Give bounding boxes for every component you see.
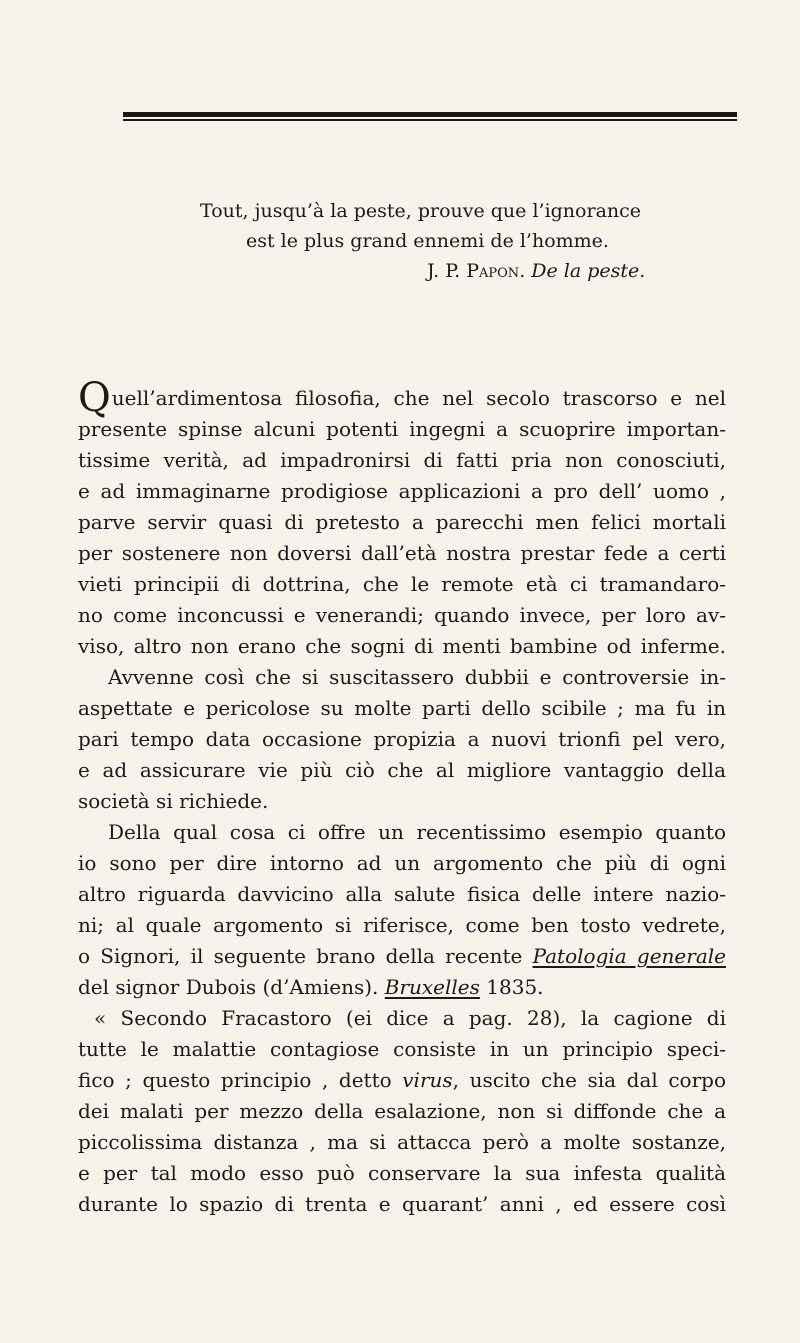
text-line: ni; al quale argomento si riferisce, come ben tosto vedrete, — [78, 913, 726, 937]
text-line: altro riguarda davvicino alla salute fisica delle intere nazio- — [78, 882, 726, 906]
text-line: no come inconcussi e venerandi; quando invece, per loro av- — [78, 603, 726, 627]
text-line: piccolissima distanza , ma si attacca però a molte sostanze, — [78, 1130, 726, 1154]
header-rule-thin — [123, 119, 737, 121]
text-line: dei malati per mezzo della esalazione, non si diffonde che a — [78, 1099, 726, 1123]
text-line: « Secondo Fracastoro (ei dice a pag. 28), la cagione di — [94, 1006, 726, 1030]
italic-place: Bruxelles — [384, 975, 480, 999]
text-line: società si richiede. — [78, 789, 269, 813]
text-line: pari tempo data occasione propizia a nuovi trionfi pel vero, — [78, 727, 726, 751]
text-line: per sostenere non doversi dall’età nostra prestar fede a certi — [78, 541, 726, 565]
text-line: tutte le malattie contagiose consiste in un principio speci- — [78, 1037, 726, 1061]
attribution-title: De la peste. — [531, 260, 646, 282]
text-line: Avvenne così che si suscitassero dubbii e controversie in- — [108, 665, 726, 689]
text-line: Della qual cosa ci offre un recentissimo esempio quanto — [108, 820, 726, 844]
text-line: e ad assicurare vie più ciò che al migliore vantaggio della — [78, 758, 726, 782]
text-line: aspettate e pericolose su molte parti dello scibile ; ma fu in — [78, 696, 726, 720]
epigraph — [200, 196, 720, 286]
epigraph-line-1: Tout, jusqu’à la peste, prouve que l’ignorance — [200, 200, 642, 222]
epigraph-line-2: est le plus grand ennemi de l’homme. — [246, 230, 609, 252]
text-line: io sono per dire intorno ad un argomento che più di ogni — [78, 851, 726, 875]
text-line: parve servir quasi di pretesto a parecchi men felici mortali — [78, 510, 726, 534]
text-line: presente spinse alcuni potenti ingegni a scuoprire importan- — [78, 417, 726, 441]
text-line: viso, altro non erano che sogni di menti bambine od inferme. — [78, 634, 726, 658]
italic-title: Patologia generale — [532, 944, 726, 968]
header-rule-thick — [123, 112, 737, 117]
attribution-separator: . — [519, 260, 532, 282]
text-line: o Signori, il seguente brano della recente Patologia generale — [78, 944, 726, 968]
text-line: fico ; questo principio , detto virus, uscito che sia dal corpo — [78, 1068, 726, 1092]
body-text — [78, 375, 726, 1220]
text-line: del signor Dubois (d’Amiens). Bruxelles 1835. — [78, 975, 544, 999]
epigraph-attribution — [200, 256, 720, 286]
text-line: e per tal modo esso può conservare la sua infesta qualità — [78, 1161, 726, 1185]
text-line: vieti principii di dottrina, che le remote età ci tramandaro- — [78, 572, 726, 596]
attribution-prefix: J. P. — [427, 260, 467, 282]
italic-term: virus — [402, 1068, 453, 1092]
text-line: Quell’ardimentosa filosofia, che nel secolo trascorso e nel — [78, 375, 726, 421]
text-line: e ad immaginarne prodigiose applicazioni a pro dell’ uomo , — [78, 479, 726, 503]
drop-cap: Q — [78, 375, 111, 421]
text-line: tissime verità, ad impadronirsi di fatti pria non conosciuti, — [78, 448, 726, 472]
text-line: durante lo spazio di trenta e quarant’ anni , ed essere così — [78, 1192, 726, 1216]
attribution-author: Papon — [466, 260, 520, 282]
